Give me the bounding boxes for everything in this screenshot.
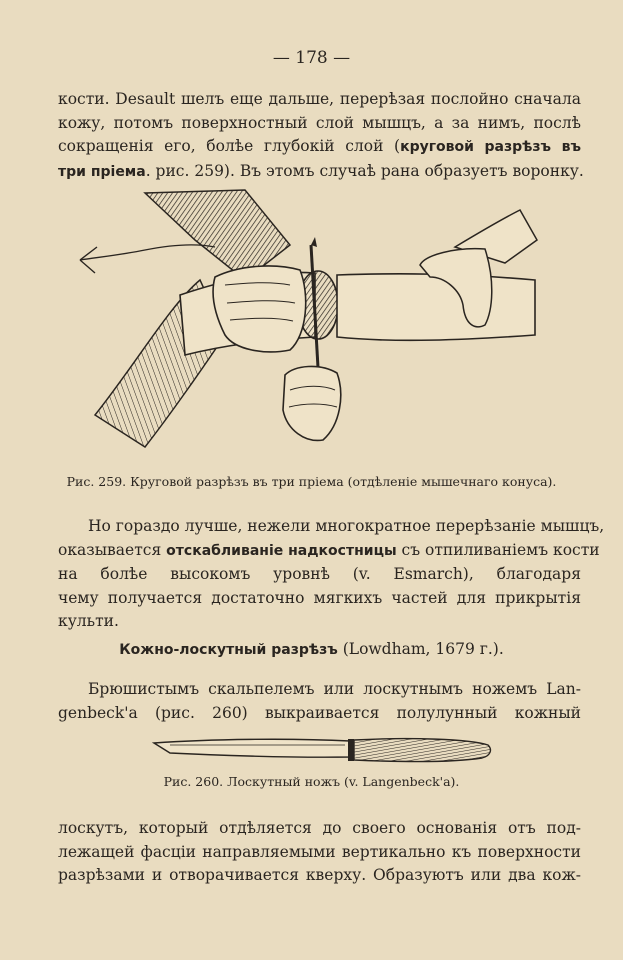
text-line: кости. Desault шелъ еще дальше, перерѣзая послойно сначала [58,90,581,108]
knife-handle [354,739,490,762]
text-line [58,160,584,185]
text-line: лоскутъ, который отдѣляется до своего основанія отъ под- [58,819,581,837]
text-line: Но гораздо лучше, нежели многократное перерѣзаніе мышцъ, [88,517,605,535]
text-run: . рис. 259). Въ этомъ случаѣ рана образуетъ воронку. [145,161,584,180]
text-line: genbeck'a (рис. 260) выкраивается полулунный кожный [58,703,581,722]
paragraph-3 [58,678,581,725]
figure-260-flap-knife [150,733,495,767]
bold-term: круговой разрѣзъ въ [400,139,581,155]
figure-259-caption: Рис. 259. Круговой разрѣзъ въ три пріема (отдѣленіе мышечнаго конуса). [66,474,557,489]
figure-259-amputation-illustration [75,185,545,455]
ligature-string [80,245,215,260]
text-line: чему получается достаточно мягкихъ частей для прикрытія [58,588,581,607]
forearm [337,274,535,340]
paragraph-4 [58,817,581,888]
page-number: — 178 — [272,48,351,68]
section-heading [0,640,623,658]
text-run: съ отпиливаніемъ кости [396,540,600,559]
heading-bold: Кожно-лоскутный разрѣзъ [119,642,338,658]
text-line: кожу, потомъ поверхностный слой мышцъ, а за нимъ, послѣ [58,113,581,132]
text-line: культи. [58,612,119,630]
text-line [58,135,581,160]
text-line: на болѣе высокомъ уровнѣ (v. Esmarch), благодаря [58,565,581,583]
heading-rest: (Lowdham, 1679 г.). [337,640,504,658]
text-line: Брюшистымъ скальпелемъ или лоскутнымъ ножемъ Lan- [88,680,581,698]
figure-260-caption: Рис. 260. Лоскутный ножъ (v. Langenbeck'a). [163,774,460,789]
text-line: разрѣзами и отворачивается кверху. Образуютъ или два кож- [58,866,581,884]
bold-term: три пріема [58,163,146,180]
text-run: оказывается [58,540,167,559]
knife-blade [154,739,350,757]
text-run: сокращенія его, болѣе глубокій слой ( [58,137,401,155]
text-line [58,539,600,564]
text-line: лежащей фасціи направляемыми вертикально къ поверхности [58,842,581,861]
paragraph-2 [58,515,605,634]
paragraph-1 [58,88,584,184]
bold-term: отскабливаніе надкостницы [166,542,397,559]
